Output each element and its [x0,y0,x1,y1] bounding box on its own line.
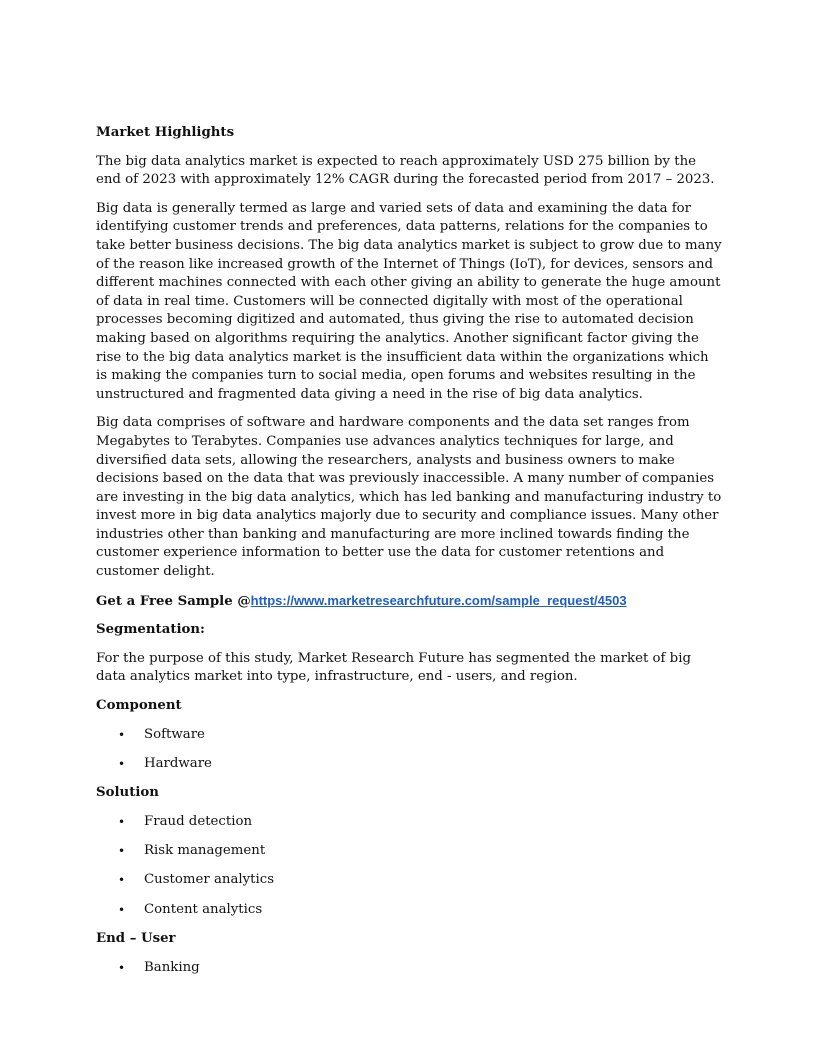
list-item [96,755,722,774]
list-item-label: Customer analytics [144,872,275,888]
paragraph-big-data-components: Big data comprises of software and hardware components and the data set ranges from Megabytes to Terabytes. Companies use advances analytics techniques for large, and diversified data sets, allowing the researchers, analysts and business owners to make decisions based on the data that was previously inaccessible. A many number of companies are investing in the big data analytics, which has led banking and manufacturing industry to invest more in big data analytics majorly due to security and compliance issues. Many other industries other than banking and manufacturing are more inclined towards finding the customer experience information to better use the data for customer retentions and customer delight. [96,415,722,580]
list-item [96,959,722,978]
market-highlights-heading: Market Highlights [96,125,235,140]
sample-request-link[interactable]: https://www.marketresearchfuture.com/sample_request/4503 [250,592,627,608]
list-item-label: Risk management [144,843,266,859]
list-item [96,813,722,832]
component-heading: Component [96,698,182,714]
paragraph-big-data-definition: Big data is generally termed as large and varied sets of data and examining the data for identifying customer trends and preferences, data patterns, relations for the companies to take better business decisions. The big data analytics market is subject to grow due to many of the reason like increased growth of the Internet of Things (IoT), for devices, sensors and different machines connected with each other giving an ability to generate the huge amount of data in real time. Customers will be connected digitally with most of the operational processes becoming digitized and automated, thus giving the rise to automated decision making based on algorithms requiring the analytics. Another significant factor giving the rise to the big data analytics market is the insufficient data within the organizations which is making the companies turn to social media, open forums and websites resulting in the unstructured and fragmented data giving a need in the rise of big data analytics. [96,200,722,402]
bullet-icon: • [118,814,126,829]
free-sample-line [96,592,722,612]
end-user-list [96,959,722,978]
list-item [96,871,722,890]
bullet-icon: • [118,727,126,742]
list-item [96,842,722,861]
bullet-icon: • [118,902,126,917]
bullet-icon: • [118,960,126,975]
list-item [96,726,722,745]
list-item-label: Fraud detection [144,813,253,829]
component-list [96,726,722,774]
bullet-icon: • [118,873,126,888]
list-item-label: Banking [144,959,200,975]
paragraph-segmentation: For the purpose of this study, Market Research Future has segmented the market of big data analytics market into type, infrastructure, end - users, and region. [96,650,691,685]
solution-heading: Solution [96,785,159,801]
list-item [96,901,722,920]
bullet-icon: • [118,844,126,859]
bullet-icon: • [118,756,126,771]
list-item-label: Software [144,726,205,742]
free-sample-label: Get a Free Sample @ [96,593,251,609]
end-user-heading: End – User [96,930,176,946]
list-item-label: Hardware [144,755,212,771]
document-page [96,124,722,988]
list-item-label: Content analytics [144,901,263,917]
solution-list [96,813,722,919]
paragraph-market-forecast: The big data analytics market is expected to reach approximately USD 275 billion by the end of 2023 with approximately 12% CAGR during the forecasted period from 2017 – 2023. [96,153,715,188]
segmentation-heading: Segmentation: [96,622,205,638]
